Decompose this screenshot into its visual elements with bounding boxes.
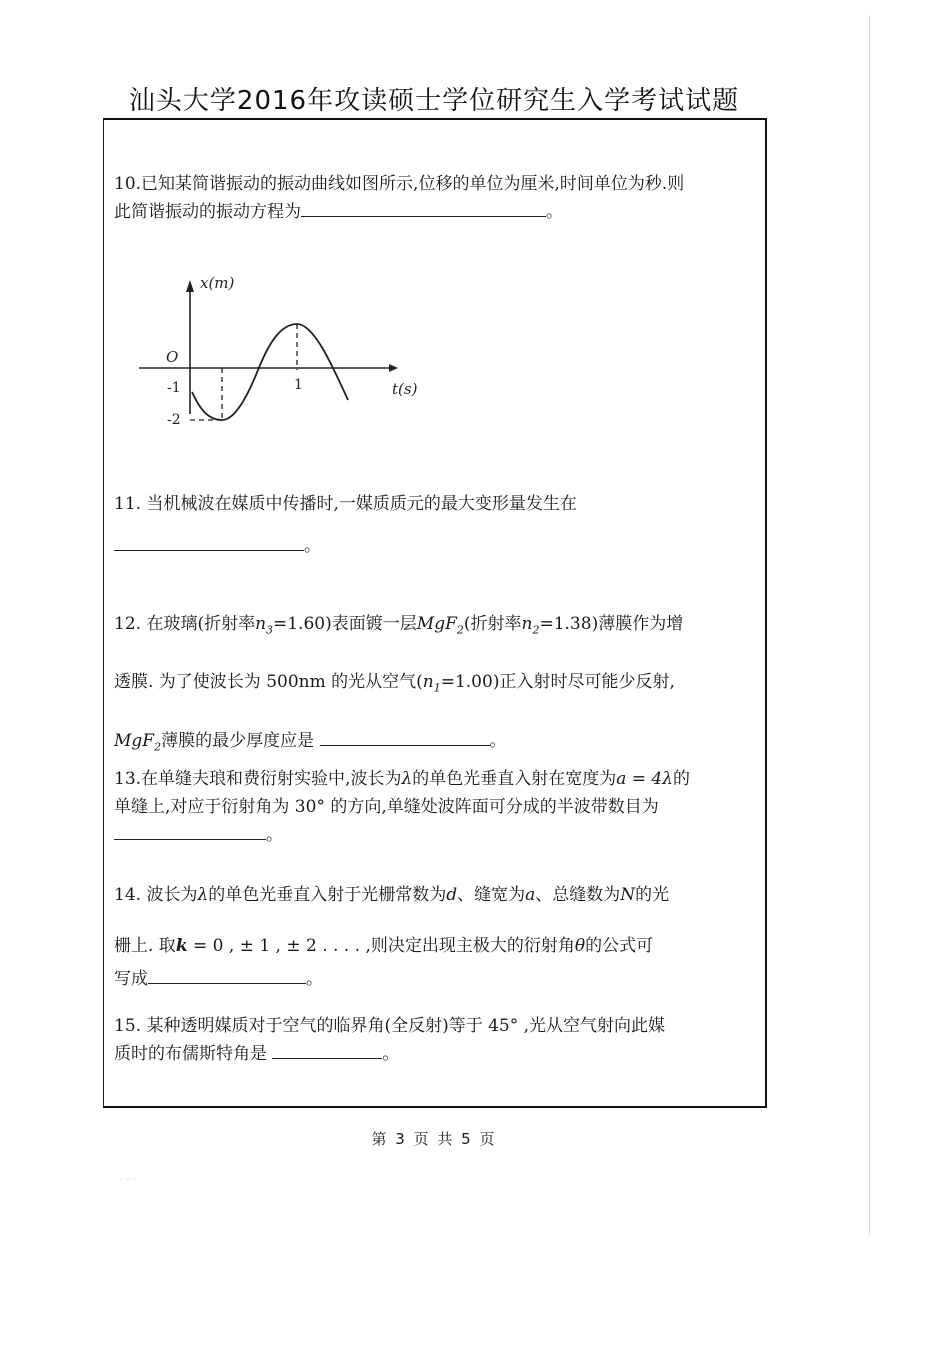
q13-line2: 单缝上,对应于衍射角为 30° 的方向,单缝处波阵面可分成的半波带数目为	[114, 797, 659, 817]
q13-line1	[114, 765, 762, 793]
q14-text-4: 、总缝数为	[535, 885, 621, 905]
oscillation-graph	[134, 270, 418, 428]
q12-text-1: 12. 在玻璃(折射率	[114, 614, 256, 634]
graph-tick-1: 1	[294, 377, 303, 393]
q10-end: 。	[546, 202, 563, 222]
symbol-theta: θ	[574, 936, 586, 956]
symbol-n3: $n_3$	[255, 614, 274, 637]
q14-text-3: 、缝宽为	[457, 885, 526, 905]
q13-text-2: 的单色光垂直入射在宽度为	[412, 769, 617, 789]
q11-end: 。	[304, 536, 321, 556]
q13-end: 。	[266, 825, 283, 845]
q12-line1	[114, 598, 762, 656]
graph-tick-neg1: -1	[167, 380, 181, 396]
q14-text-9: 写成	[114, 969, 148, 989]
question-14	[114, 874, 762, 1001]
q15-answer-blank[interactable]	[272, 1040, 382, 1059]
q14-line1	[114, 874, 762, 917]
q14-text-5: 的光	[635, 885, 670, 905]
scan-smudge: · · ·	[120, 1175, 136, 1186]
symbol-a: a	[525, 885, 536, 905]
q13-a-value: a = 4λ	[616, 769, 674, 789]
q12-n1-value: =1.00	[440, 672, 493, 693]
q13-text-1: 13.在单缝夫琅和费衍射实验中,波长为	[114, 769, 402, 789]
q10-line2-text: 此简谐振动的振动方程为	[114, 202, 301, 222]
q10-answer-blank[interactable]	[301, 198, 546, 217]
q14-text-7: 则决定出现主极大的衍射角	[370, 936, 575, 956]
graph-x-arrow	[389, 364, 398, 372]
symbol-n2: $n_2$	[521, 614, 540, 637]
q14-text-1: 14. 波长为	[114, 885, 198, 905]
q12-text-5: 透膜. 为了使波长为 500nm 的光从空气(	[114, 672, 423, 693]
q13-text-3: 的	[673, 769, 691, 789]
graph-x-label: t(s)	[392, 380, 418, 398]
q12-text-4: )薄膜作为增	[591, 614, 684, 634]
graph-y-arrow	[186, 280, 194, 292]
q12-text-7: 薄膜的最少厚度应是	[161, 730, 315, 751]
q15-line2	[114, 1040, 762, 1068]
question-13	[114, 765, 762, 849]
q15-end: 。	[382, 1044, 400, 1064]
graph-tick-neg2: -2	[167, 412, 181, 428]
question-12	[114, 598, 762, 773]
q12-n2-value: =1.38	[539, 614, 592, 634]
page-title: 汕头大学2016年攻读硕士学位研究生入学考试试题	[128, 86, 740, 116]
symbol-N: N	[620, 885, 636, 905]
q14-end: 。	[306, 969, 323, 989]
q11-line2	[114, 532, 762, 560]
q12-n3-value: =1.60	[273, 614, 326, 634]
q14-k-values: = 0 , ± 1 , ± 2 . . . . ,	[193, 936, 371, 956]
graph-origin-label: O	[166, 348, 179, 366]
q13-line3	[114, 821, 762, 849]
scan-edge-line	[869, 15, 870, 1235]
symbol-n1: $n_1$	[422, 672, 441, 695]
page-footer: 第 3 页 共 5 页	[371, 1130, 497, 1148]
q12-end: 。	[489, 730, 507, 751]
q10-line1: 10.已知某简谐振动的振动曲线如图所示,位移的单位为厘米,时间单位为秒.则	[114, 174, 685, 194]
q12-answer-blank[interactable]	[320, 727, 490, 746]
q10-line2	[114, 198, 762, 226]
q12-line2	[114, 656, 762, 714]
q14-text-8: 的公式可	[585, 936, 654, 956]
q15-text: 质时的布儒斯特角是	[114, 1044, 267, 1064]
symbol-mgf2: MgF$_2$	[416, 614, 464, 637]
graph-curve	[192, 324, 348, 420]
symbol-d: d	[446, 885, 458, 905]
question-11	[114, 490, 762, 560]
q12-text-2: )表面镀一层	[325, 614, 417, 634]
q14-text-2: 的单色光垂直入射于光栅常数为	[208, 885, 447, 905]
symbol-mgf2-2: MgF$_2$	[114, 730, 162, 754]
question-15	[114, 1012, 762, 1068]
q12-text-3: (折射率	[463, 614, 522, 634]
q11-line1: 11. 当机械波在媒质中传播时,一媒质质元的最大变形量发生在	[114, 494, 577, 514]
q14-answer-blank[interactable]	[148, 965, 306, 984]
symbol-lambda: λ	[401, 769, 413, 789]
symbol-k: k	[175, 936, 188, 956]
graph-y-label: x(m)	[200, 274, 235, 292]
q12-text-6: )正入射时尽可能少反射,	[492, 672, 675, 693]
q11-answer-blank[interactable]	[114, 532, 304, 551]
q13-answer-blank[interactable]	[114, 821, 266, 840]
q14-text-6: 栅上. 取	[114, 936, 176, 956]
symbol-lambda-2: λ	[197, 885, 209, 905]
question-frame	[103, 118, 767, 1108]
question-10	[114, 170, 762, 226]
q15-line1: 15. 某种透明媒质对于空气的临界角(全反射)等于 45° ,光从空气射向此媒	[114, 1016, 666, 1036]
